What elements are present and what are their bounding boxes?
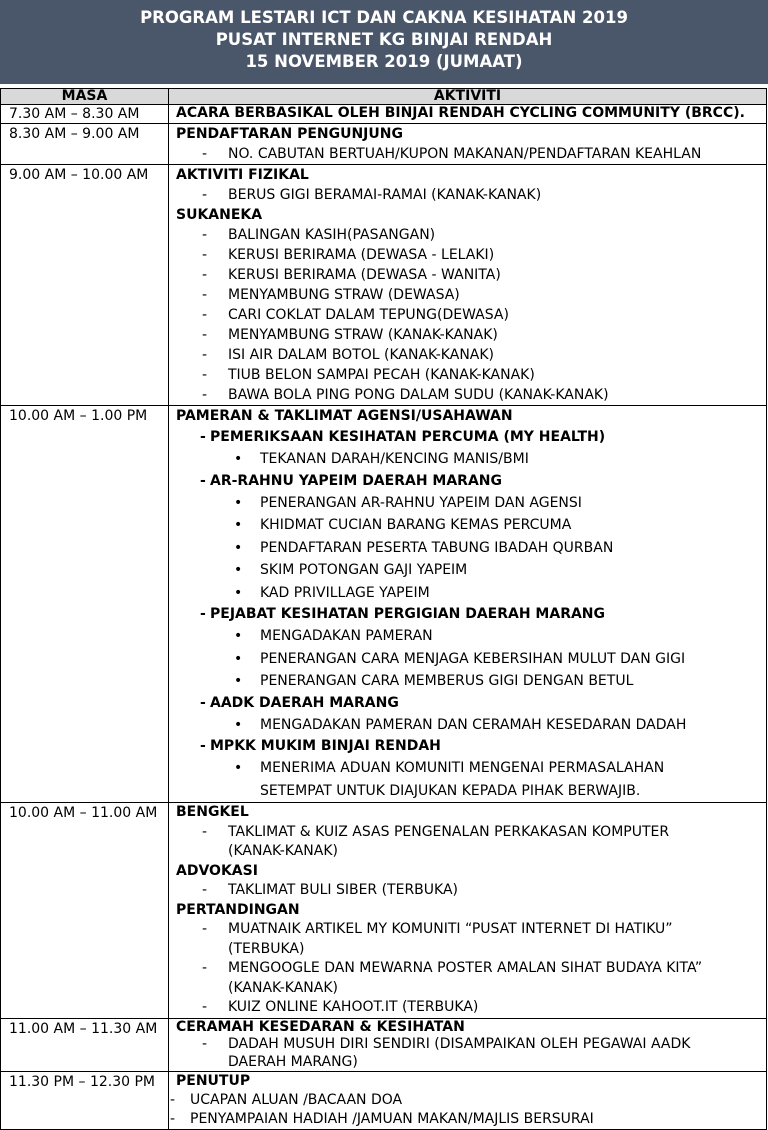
col-header-aktiviti: AKTIVITI xyxy=(169,89,767,105)
activity-title: PENUTUP xyxy=(176,1073,251,1089)
list-item-continued: (TERBUKA) xyxy=(228,940,305,957)
row-time: 9.00 AM – 10.00 AM xyxy=(1,165,169,406)
row-time: 10.00 AM – 1.00 PM xyxy=(1,406,169,803)
document-header xyxy=(0,0,768,84)
group-title: - MPKK MUKIM BINJAI RENDAH xyxy=(200,738,441,754)
row-activity xyxy=(169,1018,767,1072)
row-activity xyxy=(169,803,767,1019)
list-item: - MENYAMBUNG STRAW (DEWASA) xyxy=(202,287,460,303)
list-item: - CARI COKLAT DALAM TEPUNG(DEWASA) xyxy=(202,307,509,323)
row-time: 8.30 AM – 9.00 AM xyxy=(1,124,169,165)
row-activity xyxy=(169,165,767,406)
list-item: • PENDAFTARAN PESERTA TABUNG IBADAH QURBAN xyxy=(234,539,614,556)
activity-title: AKTIVITI FIZIKAL xyxy=(176,167,309,183)
schedule-table xyxy=(0,88,767,1130)
list-item: • MENGADAKAN PAMERAN xyxy=(234,628,433,644)
row-time: 11.00 AM – 11.30 AM xyxy=(1,1018,169,1072)
row-time: 11.30 PM – 12.30 PM xyxy=(1,1072,169,1130)
list-item: • SKIM POTONGAN GAJI YAPEIM xyxy=(234,562,468,578)
list-item: • KHIDMAT CUCIAN BARANG KEMAS PERCUMA xyxy=(234,517,572,533)
list-item: • PENERANGAN AR-RAHNU YAPEIM DAN AGENSI xyxy=(234,494,582,511)
list-item: • MENGADAKAN PAMERAN DAN CERAMAH KESEDARAN DADAH xyxy=(234,716,687,733)
group-title: - PEJABAT KESIHATAN PERGIGIAN DAERAH MARANG xyxy=(200,606,606,622)
list-item: - BERUS GIGI BERAMAI-RAMAI (KANAK-KANAK) xyxy=(202,187,542,203)
table-row xyxy=(1,1072,767,1130)
list-item: SETEMPAT UNTUK DIAJUKAN KEPADA PIHAK BERWAJIB. xyxy=(260,782,641,799)
list-item-continued: (KANAK-KANAK) xyxy=(228,843,338,859)
list-item: - TAKLIMAT BULI SIBER (TERBUKA) xyxy=(202,882,459,898)
table-row xyxy=(1,1018,767,1072)
row-time: 7.30 AM – 8.30 AM xyxy=(1,105,169,124)
list-item: - TIUB BELON SAMPAI PECAH (KANAK-KANAK) xyxy=(202,367,535,383)
activity-title: ACARA BERBASIKAL OLEH BINJAI RENDAH CYCLING COMMUNITY (BRCC). xyxy=(176,105,745,121)
header-line-3: 15 NOVEMBER 2019 (JUMAAT) xyxy=(245,52,523,71)
row-activity xyxy=(169,1072,767,1130)
activity-subtitle: PERTANDINGAN xyxy=(176,901,300,918)
activity-title: CERAMAH KESEDARAN & KESIHATAN xyxy=(176,1018,465,1035)
activity-subtitle: SUKANEKA xyxy=(176,207,263,223)
list-item-continued: (KANAK-KANAK) xyxy=(228,979,338,996)
list-item: - BAWA BOLA PING PONG DALAM SUDU (KANAK-KANAK) xyxy=(202,387,609,403)
list-item: - KERUSI BERIRAMA (DEWASA - LELAKI) xyxy=(202,247,495,263)
row-activity xyxy=(169,406,767,803)
list-item: - BALINGAN KASIH(PASANGAN) xyxy=(202,227,436,243)
list-item: • KAD PRIVILLAGE YAPEIM xyxy=(234,584,430,601)
header-line-1: PROGRAM LESTARI ICT DAN CAKNA KESIHATAN 2019 xyxy=(140,8,628,27)
activity-subtitle: ADVOKASI xyxy=(176,862,258,879)
list-item: - ISI AIR DALAM BOTOL (KANAK-KANAK) xyxy=(202,347,495,363)
table-header-row xyxy=(1,89,767,105)
list-item: - NO. CABUTAN BERTUAH/KUPON MAKANAN/PENDAFTARAN KEAHLAN xyxy=(202,146,702,162)
list-item: • PENERANGAN CARA MEMBERUS GIGI DENGAN BETUL xyxy=(234,673,634,689)
table-row xyxy=(1,124,767,165)
list-item-continued: DAERAH MARANG) xyxy=(228,1053,358,1070)
row-time: 10.00 AM – 11.00 AM xyxy=(1,803,169,1019)
list-item: • MENERIMA ADUAN KOMUNITI MENGENAI PERMASALAHAN xyxy=(234,760,665,776)
activity-title: PAMERAN & TAKLIMAT AGENSI/USAHAWAN xyxy=(176,408,513,424)
table-row xyxy=(1,803,767,1019)
list-item: - MUATNAIK ARTIKEL MY KOMUNITI “PUSAT INTERNET DI HATIKU” xyxy=(202,921,673,937)
table-row xyxy=(1,165,767,406)
list-item: - MENGOOGLE DAN MEWARNA POSTER AMALAN SIHAT BUDAYA KITA” xyxy=(202,960,703,976)
activity-title: BENGKEL xyxy=(176,804,249,820)
row-activity xyxy=(169,105,767,124)
list-item: - MENYAMBUNG STRAW (KANAK-KANAK) xyxy=(202,327,498,343)
col-header-masa: MASA xyxy=(1,89,169,105)
group-title: - AADK DAERAH MARANG xyxy=(200,694,399,711)
list-item: - KERUSI BERIRAMA (DEWASA - WANITA) xyxy=(202,267,501,283)
activity-title: PENDAFTARAN PENGUNJUNG xyxy=(176,126,403,142)
list-item: • TEKANAN DARAH/KENCING MANIS/BMI xyxy=(234,451,529,467)
group-title: - PEMERIKSAAN KESIHATAN PERCUMA (MY HEALTH) xyxy=(200,429,606,445)
list-item: - PENYAMPAIAN HADIAH /JAMUAN MAKAN/MAJLIS BERSURAI xyxy=(170,1111,594,1127)
list-item: • PENERANGAN CARA MENJAGA KEBERSIHAN MULUT DAN GIGI xyxy=(234,650,686,667)
list-item: - UCAPAN ALUAN /BACAAN DOA xyxy=(170,1092,403,1108)
group-title: - AR-RAHNU YAPEIM DAERAH MARANG xyxy=(200,472,503,489)
list-item: - DADAH MUSUH DIRI SENDIRI (DISAMPAIKAN OLEH PEGAWAI AADK xyxy=(202,1036,691,1052)
table-row xyxy=(1,105,767,124)
list-item: - TAKLIMAT & KUIZ ASAS PENGENALAN PERKAKASAN KOMPUTER xyxy=(202,823,670,840)
row-activity xyxy=(169,124,767,165)
table-row xyxy=(1,406,767,803)
list-item: - KUIZ ONLINE KAHOOT.IT (TERBUKA) xyxy=(202,999,479,1015)
header-line-2: PUSAT INTERNET KG BINJAI RENDAH xyxy=(215,30,553,49)
